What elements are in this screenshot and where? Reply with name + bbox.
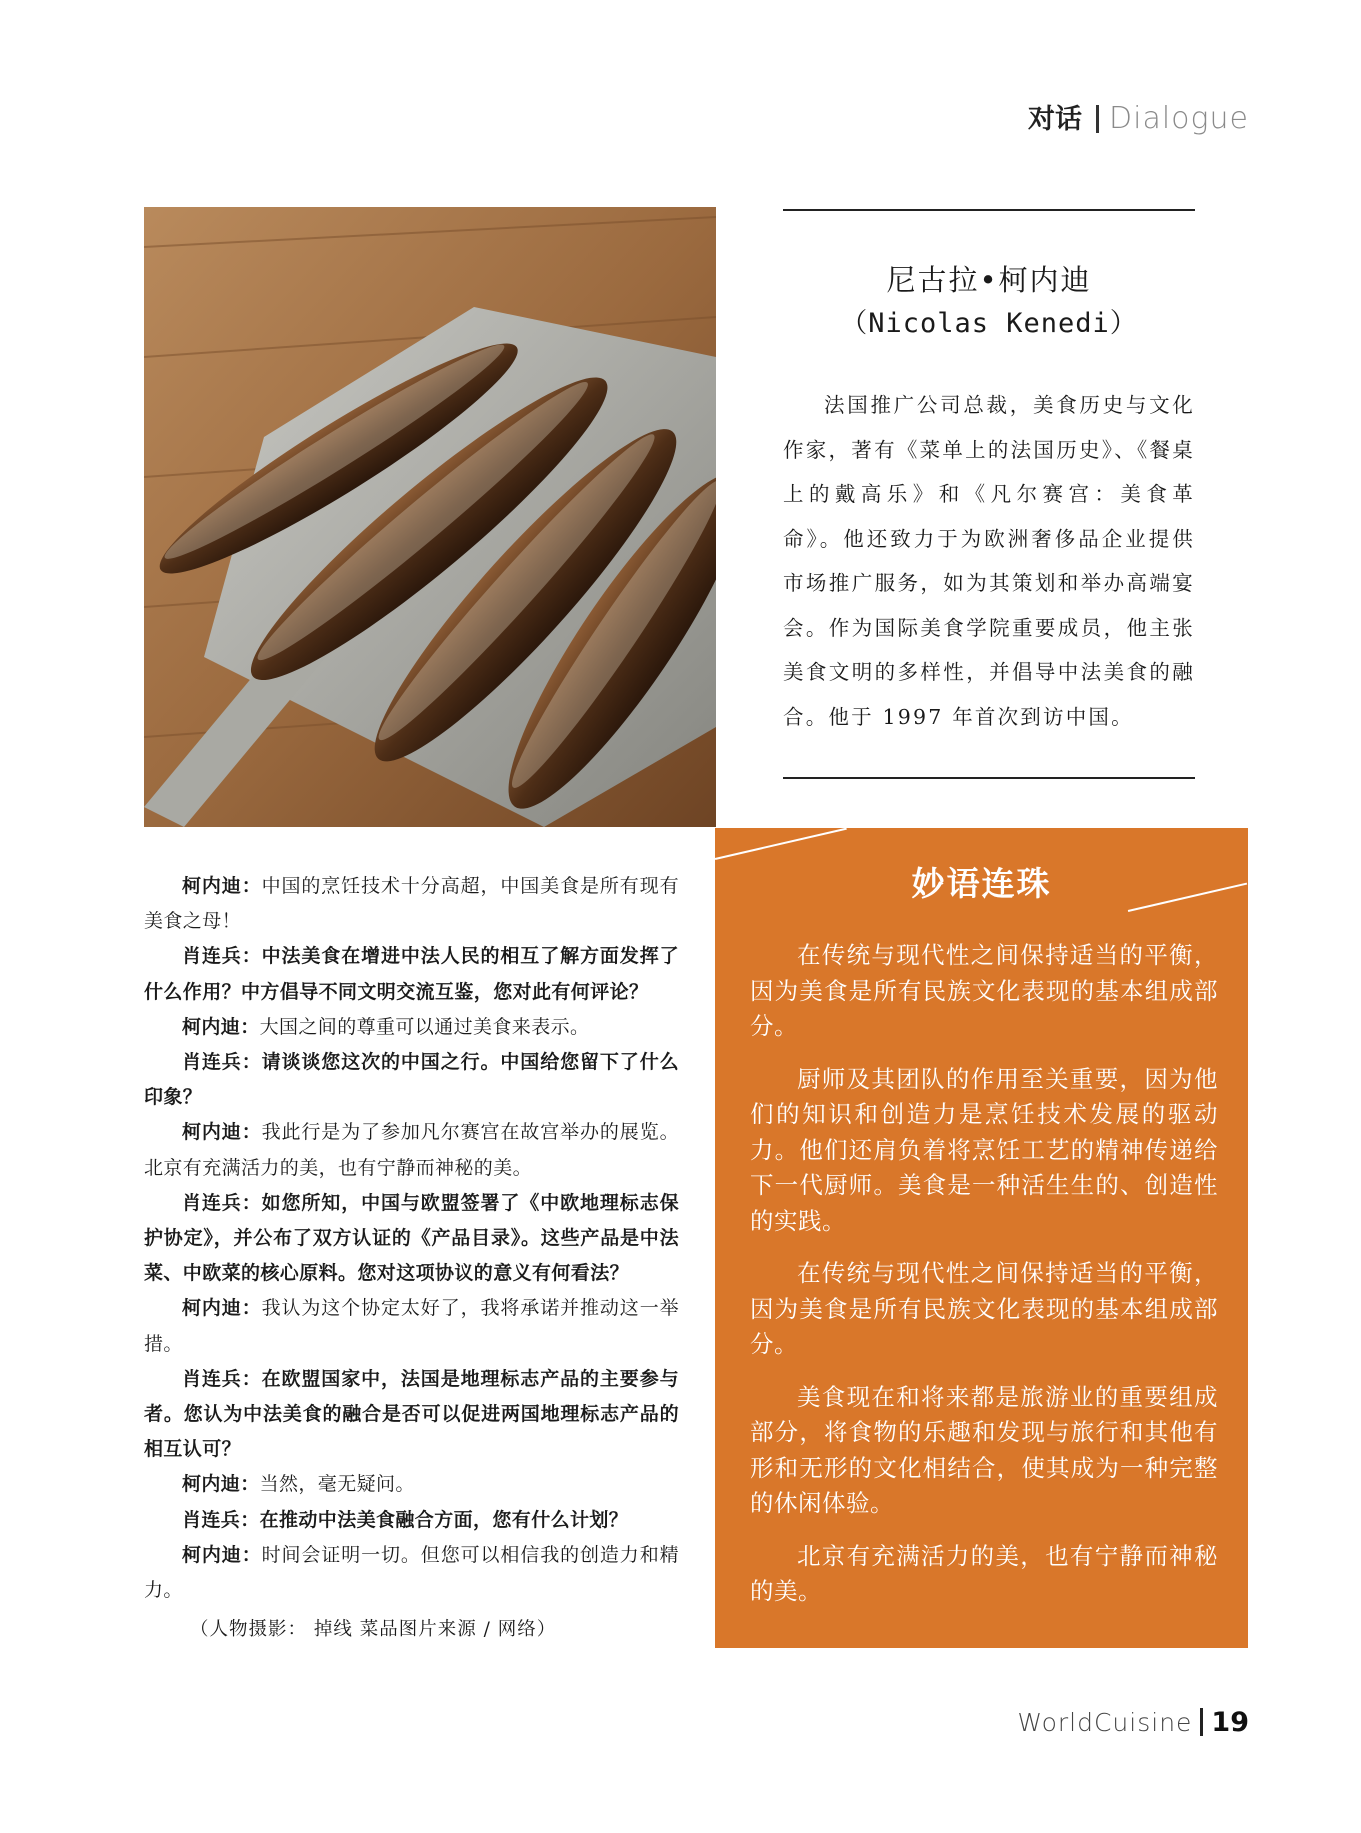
quote-paragraph: 在传统与现代性之间保持适当的平衡，因为美食是所有民族文化表现的基本组成部分。	[750, 1259, 1218, 1358]
magazine-name: WorldCuisine	[1017, 1707, 1193, 1737]
baguette-photo	[144, 207, 716, 827]
profile-bio: 法国推广公司总裁，美食历史与文化作家，著有《菜单上的法国历史》、《餐桌上的戴高乐》和《凡尔赛宫：美食革命》。他还致力于为欧洲奢侈品企业提供市场推广服务，如为其策划和举办高端宴会。作为国际美食学院重要成员，他主张美食文明的多样性，并倡导中法美食的融合。他于 1997 年首次到访中国。	[783, 393, 1195, 729]
qa-item: 柯内迪：时间会证明一切。但您可以相信我的创造力和精力。	[144, 1543, 679, 1602]
quote-paragraph: 北京有充满活力的美，也有宁静而神秘的美。	[750, 1541, 1218, 1605]
baguette-photo-icon	[144, 207, 716, 827]
quote-paragraph: 美食现在和将来都是旅游业的重要组成部分，将食物的乐趣和发现与旅行和其他有形和无形的文化相结合，使其成为一种完整的休闲体验。	[750, 1382, 1218, 1517]
page-number: 19	[1211, 1706, 1249, 1738]
qa-item: 肖连兵：在推动中法美食融合方面，您有什么计划？	[182, 1508, 629, 1531]
quote-paragraph: 厨师及其团队的作用至关重要，因为他们的知识和创造力是烹饪技术发展的驱动力。他们还肩负着将烹饪工艺的精神传递给下一代厨师。美食是一种活生生的、创造性的实践。	[750, 1064, 1218, 1235]
photo-credit: （人物摄影： 掉线 菜品图片来源 / 网络）	[190, 1619, 557, 1641]
interview-text	[144, 869, 679, 1647]
qa-item: 柯内迪：我此行是为了参加凡尔赛宫在故宫举办的展览。北京有充满活力的美，也有宁静而神秘的美。	[144, 1121, 679, 1179]
qa-item: 柯内迪：当然，毫无疑问。	[182, 1473, 415, 1496]
qa-item: 肖连兵：中法美食在增进中法人民的相互了解方面发挥了什么作用？中方倡导不同文明交流互鉴，您对此有何评论？	[144, 945, 679, 1003]
profile-name-zh: 尼古拉•柯内迪	[886, 263, 1092, 297]
qa-item: 肖连兵：请谈谈您这次的中国之行。中国给您留下了什么印象？	[144, 1051, 679, 1109]
section-header	[1028, 101, 1249, 136]
qa-item: 柯内迪：中国的烹饪技术十分高超，中国美食是所有现有美食之母！	[144, 875, 679, 933]
page-footer	[1017, 1708, 1249, 1736]
quote-paragraph: 在传统与现代性之间保持适当的平衡，因为美食是所有民族文化表现的基本组成部分。	[750, 941, 1218, 1040]
qa-item: 柯内迪：大国之间的尊重可以通过美食来表示。	[182, 1015, 590, 1038]
section-title-en: Dialogue	[1109, 101, 1249, 136]
qa-item: 柯内迪：我认为这个协定太好了，我将承诺并推动这一举措。	[144, 1297, 679, 1355]
footer-divider	[1200, 1708, 1203, 1736]
header-divider	[1096, 105, 1099, 133]
profile-bottom-rule	[783, 777, 1195, 779]
profile-top-rule	[783, 209, 1195, 211]
section-title-zh: 对话	[1028, 103, 1083, 135]
quotes-box	[715, 828, 1248, 1648]
quotes-body	[750, 938, 1218, 1627]
quotes-title: 妙语连珠	[911, 864, 1052, 903]
qa-item: 肖连兵：在欧盟国家中，法国是地理标志产品的主要参与者。您认为中法美食的融合是否可以促进两国地理标志产品的相互认可？	[144, 1367, 679, 1461]
qa-item: 肖连兵：如您所知，中国与欧盟签署了《中欧地理标志保护协定》，并公布了双方认证的《产品目录》。这些产品是中法菜、中欧菜的核心原料。您对这项协议的意义有何看法？	[144, 1191, 679, 1285]
profile-name	[783, 258, 1195, 346]
quote-deco-line	[715, 828, 847, 860]
profile-name-en: （Nicolas Kenedi）	[840, 308, 1138, 339]
